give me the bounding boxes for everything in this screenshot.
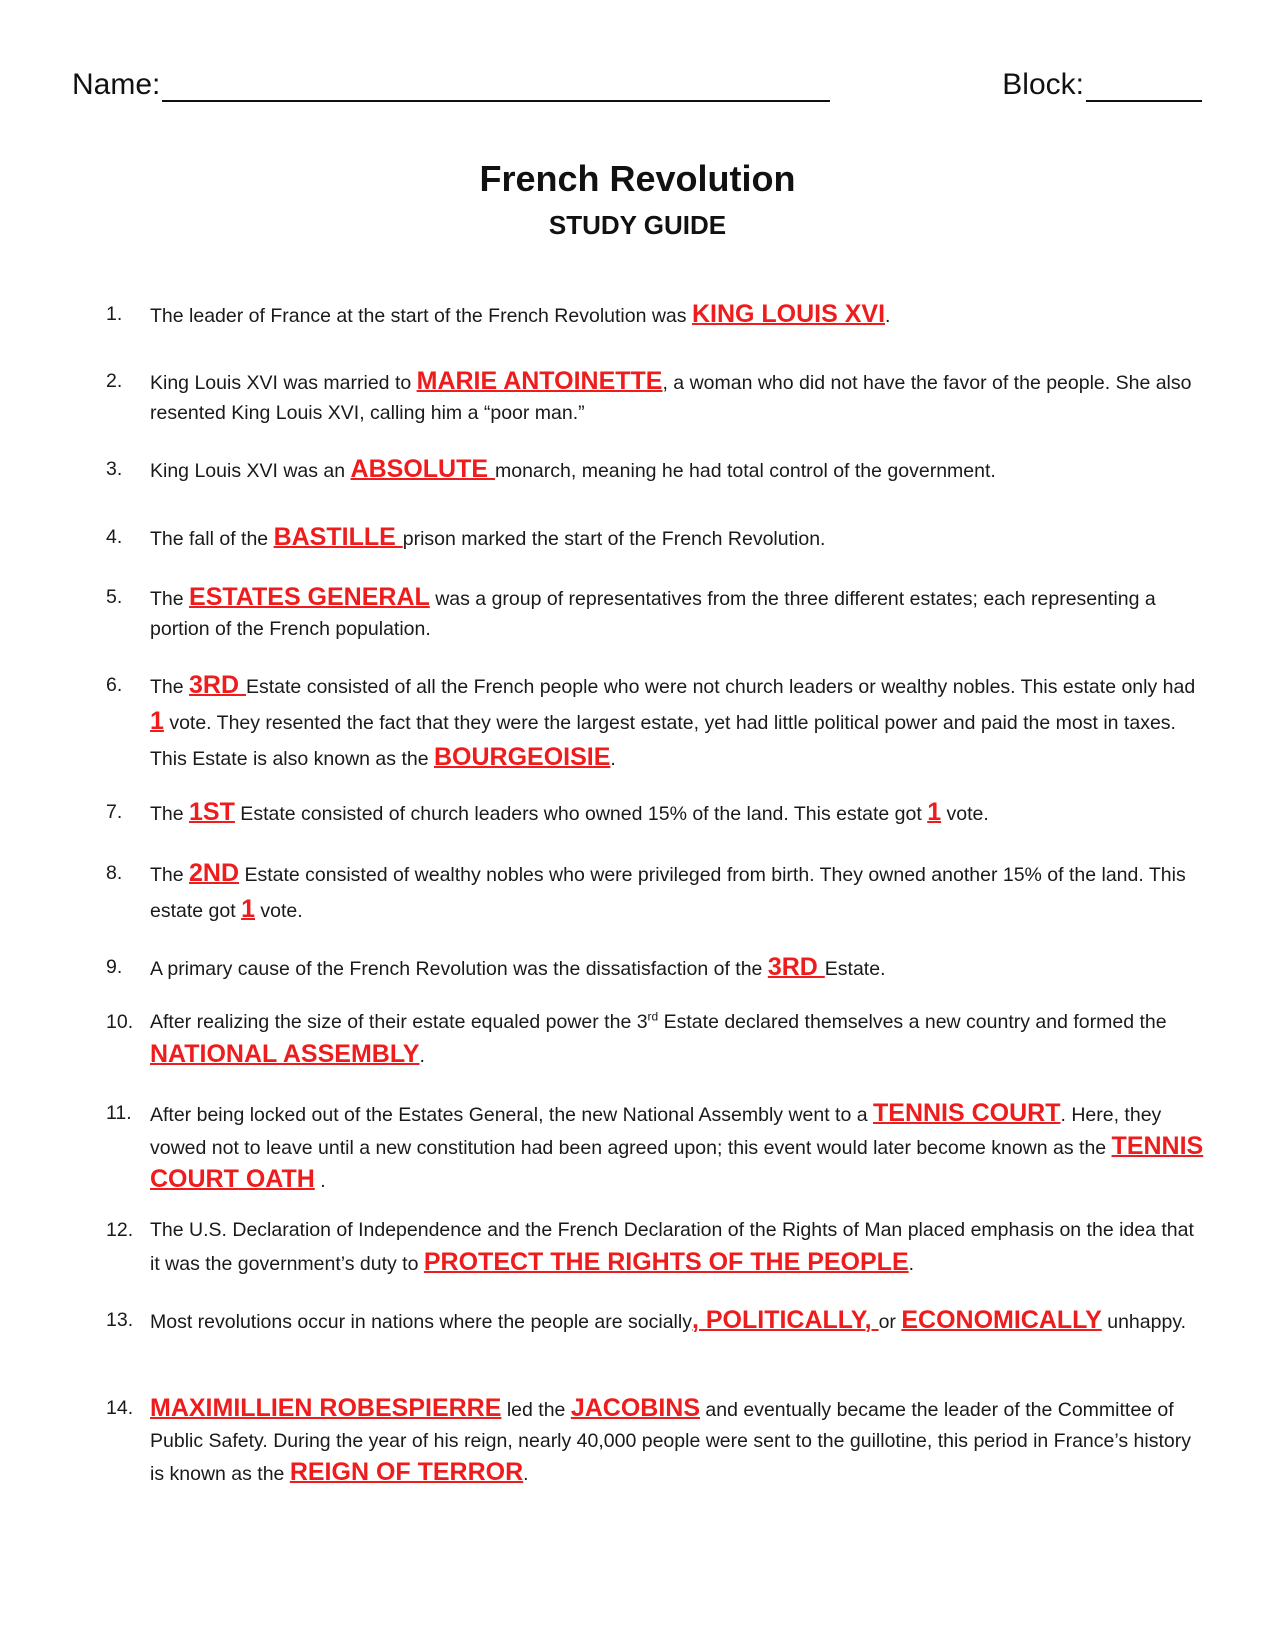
question-8 <box>106 856 1206 928</box>
question-number: 3. <box>106 458 123 480</box>
block-blank-line[interactable] <box>1086 72 1202 102</box>
question-number: 10. <box>106 1011 134 1033</box>
question-text: or <box>878 1311 902 1333</box>
question-text: The U.S. Declaration of Independence and the French Declaration of the Rights of Man placed emphasis on the idea that it was the government’s duty to <box>150 1219 1194 1275</box>
answer: ESTATES GENERAL <box>189 583 430 611</box>
answer: JACOBINS <box>570 1394 700 1422</box>
question-text: unhappy. <box>1101 1311 1187 1333</box>
header-row <box>72 68 1202 118</box>
question-number: 2. <box>106 370 123 392</box>
answer: ABSOLUTE <box>350 455 495 483</box>
question-text: The <box>150 588 190 610</box>
question-5 <box>106 582 1206 644</box>
question-text: Estate consisted of church leaders who owned 15% of the land. This estate got <box>234 803 928 825</box>
answer: MARIE ANTOINETTE <box>416 367 663 395</box>
question-number: 5. <box>106 586 123 608</box>
question-text: . <box>419 1045 425 1067</box>
question-number: 9. <box>106 956 123 978</box>
answer: 3RD <box>767 953 825 981</box>
answer: 1ST <box>189 798 235 826</box>
question-1 <box>106 298 1206 333</box>
answer: KING LOUIS XVI <box>691 300 886 328</box>
question-number: 1. <box>106 303 123 325</box>
question-text: Estate. <box>824 958 886 980</box>
answer: PROTECT THE RIGHTS OF THE PEOPLE <box>423 1248 909 1276</box>
answer: NATIONAL ASSEMBLY <box>150 1040 420 1068</box>
question-14 <box>106 1393 1206 1490</box>
question-text: , a woman who did not have the favor of the people. She also resented King Louis XVI, calling him a “poor man.” <box>150 372 1192 424</box>
question-2 <box>106 366 1206 428</box>
question-11 <box>106 1098 1206 1197</box>
question-text: prison marked the start of the French Revolution. <box>402 528 826 550</box>
question-text: The <box>150 864 190 886</box>
name-label: Name: <box>72 68 161 101</box>
answer: 3RD <box>189 671 246 699</box>
answer: , POLITICALLY, <box>691 1306 879 1334</box>
answer: BASTILLE <box>273 523 403 551</box>
question-number: 4. <box>106 526 123 548</box>
answer: MAXIMILLIEN ROBESPIERRE <box>150 1394 502 1422</box>
question-number: 13. <box>106 1309 134 1331</box>
name-blank-line[interactable] <box>162 72 830 102</box>
question-text: Estate consisted of wealthy nobles who were privileged from birth. They owned another 15% of the land. This estate got <box>150 864 1186 922</box>
answer: 1 <box>241 895 255 923</box>
question-9 <box>106 951 1206 986</box>
name-field[interactable] <box>72 68 830 102</box>
superscript: rd <box>647 1009 659 1024</box>
answer: ECONOMICALLY <box>901 1306 1102 1334</box>
question-text: The <box>150 803 190 825</box>
question-text: and eventually became the leader of the Committee of Public Safety. During the year of his reign, nearly 40,000 people were sent to the guillotine, this period in France’s history is known as the <box>150 1399 1191 1485</box>
question-number: 11. <box>106 1102 132 1124</box>
question-text: . <box>314 1170 326 1192</box>
page-subtitle: STUDY GUIDE <box>548 210 727 240</box>
question-text: Estate consisted of all the French people who were not church leaders or wealthy nobles. This estate only had <box>246 676 1196 698</box>
question-text: vote. <box>941 803 989 825</box>
question-text: . <box>523 1463 529 1485</box>
question-number: 8. <box>106 862 123 884</box>
question-number: 6. <box>106 674 123 696</box>
question-text: vote. They resented the fact that they were the largest estate, yet had little political power and paid the most in taxes. This Estate is also known as the <box>150 712 1176 770</box>
question-7 <box>106 796 1206 831</box>
answer: 2ND <box>189 859 240 887</box>
question-number: 12. <box>106 1219 134 1241</box>
question-text: The <box>150 676 190 698</box>
question-text: . <box>610 748 616 770</box>
question-text: Estate declared themselves a new country and formed the <box>658 1011 1167 1033</box>
question-4 <box>106 521 1206 556</box>
question-13 <box>106 1305 1206 1337</box>
question-text: led the <box>501 1399 571 1421</box>
page-title: French Revolution <box>479 158 796 199</box>
question-6 <box>106 668 1206 776</box>
question-3 <box>106 453 1206 488</box>
question-text: . <box>908 1253 915 1275</box>
question-10 <box>106 1006 1206 1072</box>
question-number: 14. <box>106 1397 134 1419</box>
question-text: . <box>885 305 891 327</box>
question-text: King Louis XVI was married to <box>150 372 417 394</box>
answer: 1 <box>927 798 942 826</box>
answer: 1 <box>150 707 164 735</box>
question-number: 7. <box>106 801 123 823</box>
question-text: vote. <box>254 900 303 922</box>
question-text: monarch, meaning he had total control of the government. <box>495 460 996 482</box>
question-text: The fall of the <box>150 528 274 550</box>
question-text: After being locked out of the Estates General, the new National Assembly went to a <box>150 1104 873 1126</box>
block-label: Block: <box>1002 68 1084 101</box>
answer: TENNIS COURT <box>873 1099 1061 1127</box>
question-text: Most revolutions occur in nations where the people are socially <box>150 1311 692 1333</box>
answer: REIGN OF TERROR <box>289 1458 524 1486</box>
question-text: The leader of France at the start of the French Revolution was <box>150 305 692 327</box>
block-field[interactable] <box>1002 68 1202 102</box>
question-text: King Louis XVI was an <box>150 460 351 482</box>
question-12 <box>106 1214 1206 1280</box>
question-text: . Here, they vowed not to leave until a new constitution had been agreed upon; this event would later become known as the <box>150 1104 1162 1159</box>
question-text: A primary cause of the French Revolution was the dissatisfaction of the <box>150 958 768 980</box>
question-text: was a group of representatives from the three different estates; each representing a portion of the French population. <box>150 588 1156 640</box>
answer: BOURGEOISIE <box>433 743 611 771</box>
question-text: After realizing the size of their estate equaled power the 3 <box>150 1011 648 1033</box>
answer: TENNIS COURT OATH <box>150 1132 1204 1193</box>
